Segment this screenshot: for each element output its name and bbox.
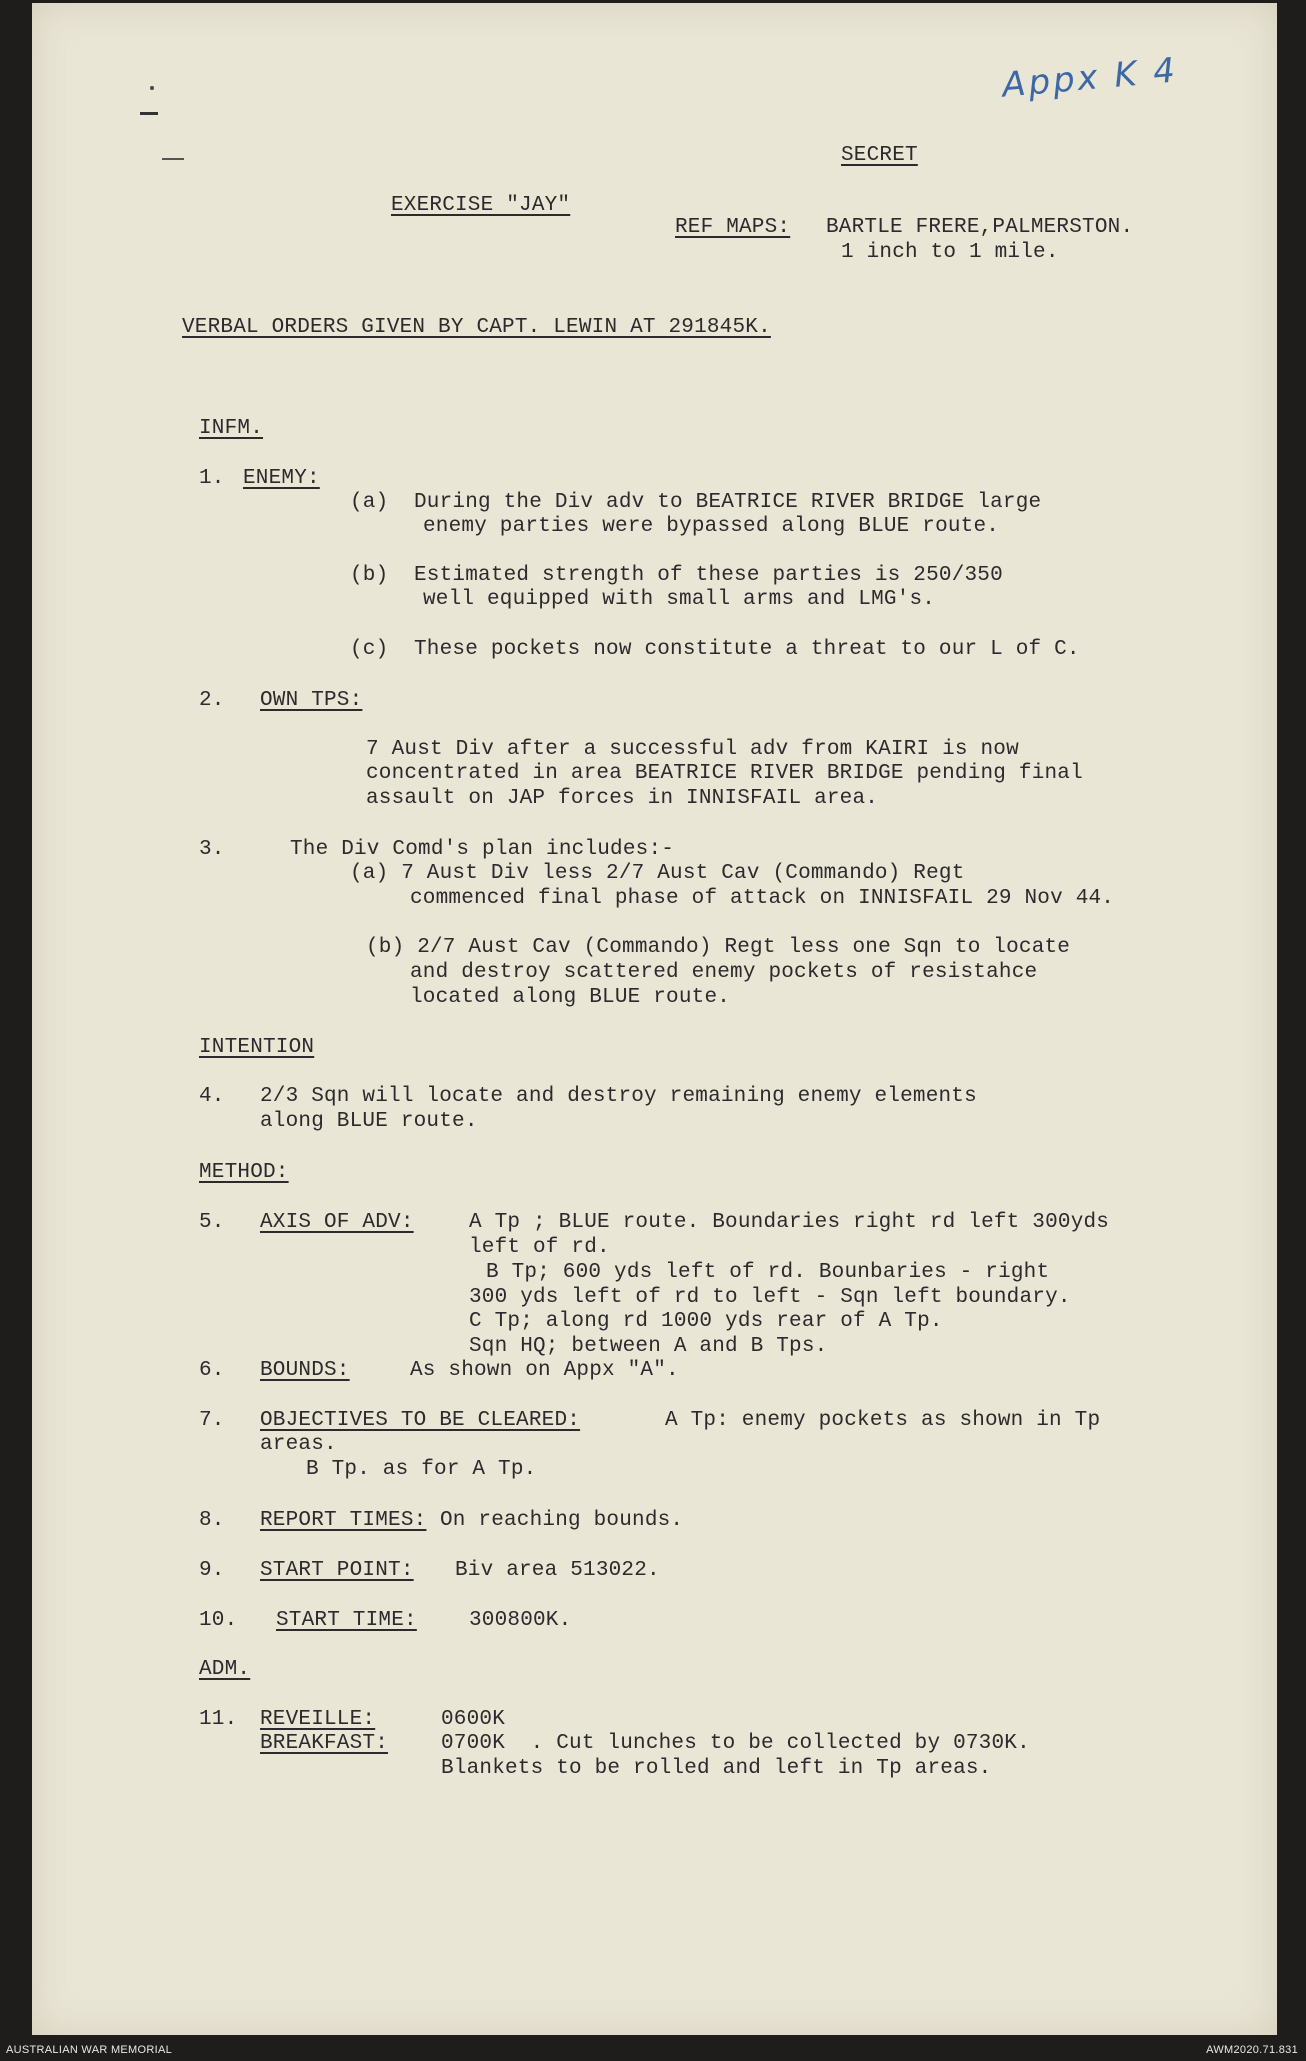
- para-8-text: On reaching bounds.: [440, 1509, 684, 1532]
- heading-method: METHOD:: [199, 1161, 289, 1184]
- para-9-num: 9.: [199, 1559, 225, 1582]
- para-3a-line-1: (a) 7 Aust Div less 2/7 Aust Cav (Commando) Regt: [350, 862, 965, 885]
- ink-mark: [162, 158, 184, 160]
- para-7-label: OBJECTIVES TO BE CLEARED:: [260, 1409, 581, 1432]
- para-1-num: 1.: [199, 467, 225, 490]
- para-9-text: Biv area 513022.: [455, 1559, 660, 1582]
- para-6-label: BOUNDS:: [260, 1359, 350, 1382]
- orders-line: VERBAL ORDERS GIVEN BY CAPT. LEWIN AT 291845K.: [182, 316, 771, 339]
- para-2-label: OWN TPS:: [260, 689, 363, 712]
- para-6-text: As shown on Appx "A".: [410, 1359, 679, 1382]
- ink-mark: [150, 86, 154, 90]
- para-3b-line-3: located along BLUE route.: [410, 986, 731, 1009]
- blankets-line: Blankets to be rolled and left in Tp areas.: [441, 1757, 992, 1780]
- footer-left: AUSTRALIAN WAR MEMORIAL: [6, 2044, 173, 2056]
- heading-intention: INTENTION: [199, 1036, 315, 1059]
- para-7-line-3: B Tp. as for A Tp.: [306, 1458, 537, 1481]
- ref-maps-scale: 1 inch to 1 mile.: [841, 241, 1059, 264]
- handwritten-annotation: Appx K 4: [1000, 50, 1180, 106]
- reveille-label: REVEILLE:: [260, 1708, 376, 1731]
- para-4-num: 4.: [199, 1085, 225, 1108]
- para-1-label: ENEMY:: [243, 467, 320, 490]
- para-6-num: 6.: [199, 1359, 225, 1382]
- para-3b-line-1: (b) 2/7 Aust Cav (Commando) Regt less one Sqn to locate: [366, 936, 1071, 959]
- classification: SECRET: [841, 144, 918, 167]
- para-5-line-1: A Tp ; BLUE route. Boundaries right rd left 300yds: [469, 1211, 1110, 1234]
- para-3-num: 3.: [199, 838, 225, 861]
- heading-infm: INFM.: [199, 417, 264, 440]
- para-5-line-5: C Tp; along rd 1000 yds rear of A Tp.: [469, 1310, 943, 1333]
- ref-maps-label: REF MAPS:: [675, 216, 791, 239]
- para-1c-line-1: (c) These pockets now constitute a threat to our L of C.: [350, 638, 1080, 661]
- para-8-label: REPORT TIMES:: [260, 1509, 427, 1532]
- para-10-text: 300800K.: [469, 1609, 572, 1632]
- para-5-num: 5.: [199, 1211, 225, 1234]
- breakfast-label: BREAKFAST:: [260, 1732, 389, 1755]
- para-3-line-1: The Div Comd's plan includes:-: [290, 838, 675, 861]
- para-1a-line-2: enemy parties were bypassed along BLUE route.: [423, 515, 1000, 538]
- para-5-line-4: 300 yds left of rd to left - Sqn left boundary.: [469, 1286, 1071, 1309]
- para-4-line-2: along BLUE route.: [260, 1110, 478, 1133]
- footer-right: AWM2020.71.831: [1206, 2044, 1298, 2056]
- para-2-line-2: concentrated in area BEATRICE RIVER BRIDGE pending final: [366, 762, 1083, 785]
- para-10-label: START TIME:: [276, 1609, 417, 1632]
- ink-mark: [140, 112, 158, 115]
- para-11-num: 11.: [199, 1708, 238, 1731]
- para-7-line-2: areas.: [260, 1433, 337, 1456]
- exercise-title: EXERCISE "JAY": [391, 194, 571, 217]
- breakfast-value: 0700K . Cut lunches to be collected by 0730K.: [441, 1732, 1030, 1755]
- para-5-line-3: B Tp; 600 yds left of rd. Bounbaries - right: [486, 1261, 1050, 1284]
- para-1a-line-1: (a) During the Div adv to BEATRICE RIVER BRIDGE large: [350, 491, 1042, 514]
- para-3b-line-2: and destroy scattered enemy pockets of resistahce: [410, 961, 1038, 984]
- para-2-line-1: 7 Aust Div after a successful adv from KAIRI is now: [366, 738, 1019, 761]
- para-3a-line-2: commenced final phase of attack on INNISFAIL 29 Nov 44.: [410, 887, 1115, 910]
- para-7-text: A Tp: enemy pockets as shown in Tp: [665, 1409, 1101, 1432]
- para-9-label: START POINT:: [260, 1559, 414, 1582]
- para-1b-line-1: (b) Estimated strength of these parties is 250/350: [350, 564, 1003, 587]
- para-10-num: 10.: [199, 1609, 238, 1632]
- para-4-line-1: 2/3 Sqn will locate and destroy remaining enemy elements: [260, 1085, 977, 1108]
- para-5-line-2: left of rd.: [469, 1236, 610, 1259]
- para-1b-line-2: well equipped with small arms and LMG's.: [423, 588, 936, 611]
- para-2-num: 2.: [199, 689, 225, 712]
- reveille-value: 0600K: [441, 1708, 506, 1731]
- para-7-num: 7.: [199, 1409, 225, 1432]
- para-5-line-6: Sqn HQ; between A and B Tps.: [469, 1335, 828, 1358]
- ref-maps-value: BARTLE FRERE,PALMERSTON.: [826, 216, 1134, 239]
- para-5-label: AXIS OF ADV:: [260, 1211, 414, 1234]
- para-8-num: 8.: [199, 1509, 225, 1532]
- heading-adm: ADM.: [199, 1658, 251, 1681]
- para-2-line-3: assault on JAP forces in INNISFAIL area.: [366, 787, 879, 810]
